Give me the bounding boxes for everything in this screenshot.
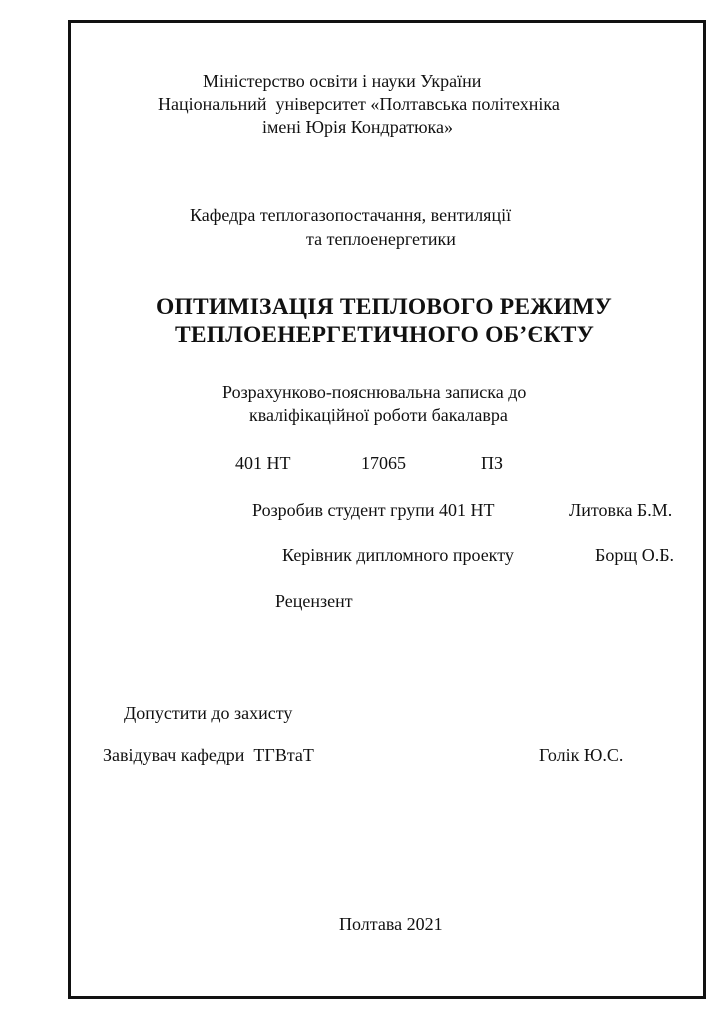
thesis-title-line1: ОПТИМІЗАЦІЯ ТЕПЛОВОГО РЕЖИМУ [156,294,612,320]
doc-code-number: 17065 [361,453,406,473]
admit-to-defense-label: Допустити до захисту [124,703,293,723]
department-line1: Кафедра теплогазопостачання, вентиляції [190,205,512,225]
thesis-title-line2: ТЕПЛОЕНЕРГЕТИЧНОГО ОБ’ЄКТУ [175,322,595,348]
university-name-line1: Національний університет «Полтавська політехніка [158,94,560,114]
supervisor-name: Борщ О.Б. [595,545,675,565]
supervisor-label: Керівник дипломного проекту [282,545,514,565]
subtitle-line1: Розрахунково-пояснювальна записка до [222,382,527,402]
university-name-line2: імені Юрія Кондратюка» [262,117,453,137]
developer-name: Литовка Б.М. [569,500,673,520]
head-of-department-name: Голік Ю.С. [539,745,624,765]
developer-label: Розробив студент групи 401 НТ [252,500,495,520]
head-of-department-label: Завідувач кафедри ТГВтаТ [103,745,314,765]
subtitle-line2: кваліфікаційної роботи бакалавра [249,405,508,425]
doc-code-group: 401 НТ [235,453,291,473]
city-year: Полтава 2021 [339,914,443,934]
doc-code-type: ПЗ [481,453,504,473]
department-line2: та теплоенергетики [306,229,456,249]
reviewer-label: Рецензент [275,591,353,611]
ministry-name: Міністерство освіти і науки України [203,71,482,91]
